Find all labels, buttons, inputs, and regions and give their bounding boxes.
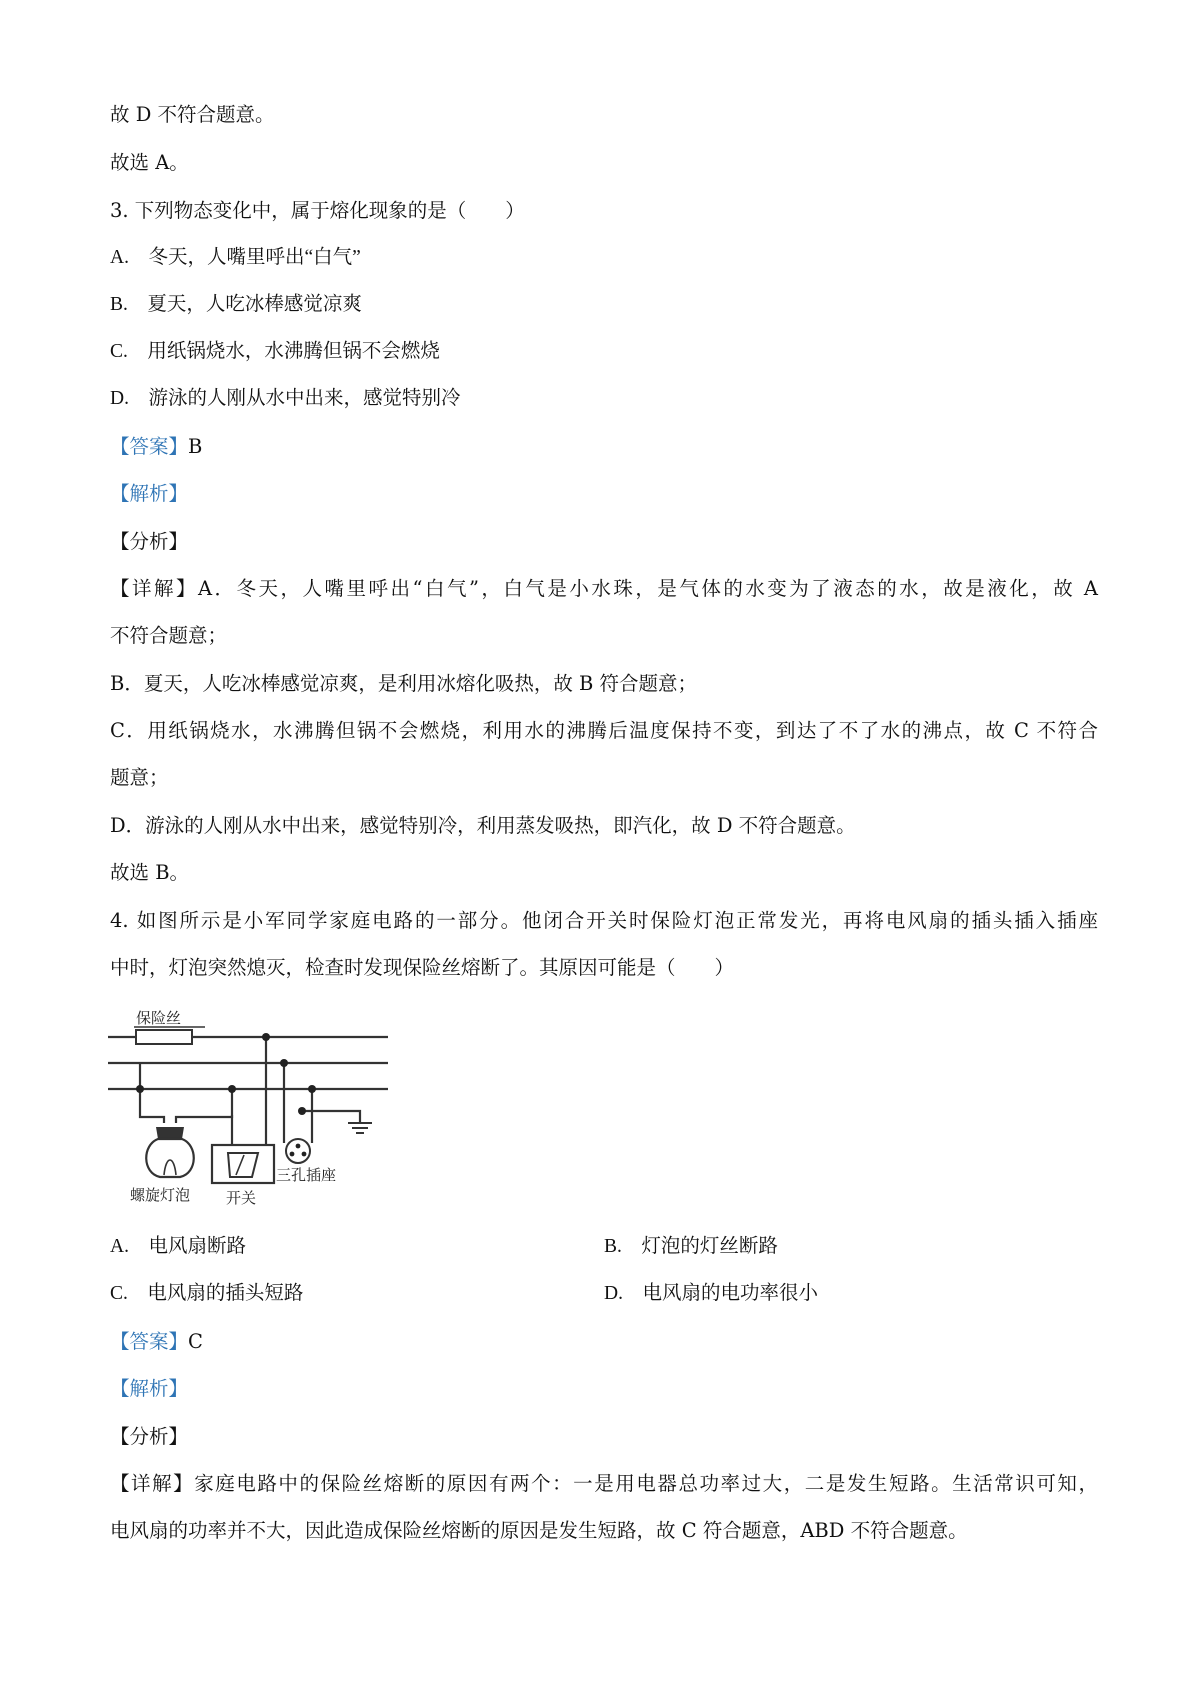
q3-detail-b: B．夏天，人吃冰棒感觉凉爽，是利用冰熔化吸热，故 B 符合题意； (110, 672, 698, 695)
q3-detail-a-text: A．冬天，人嘴里呼出“白气”，白气是小水珠，是气体的水变为了液态的水，故是液化，故 A (197, 577, 1098, 600)
q4-option-d: D. 电风扇的电功率很小 (604, 1283, 818, 1304)
q4-detail-text: 家庭电路中的保险丝熔断的原因有两个：一是用电器总功率过大，二是发生短路。生活常识可知， (194, 1472, 1098, 1495)
junction-dot (308, 1085, 316, 1093)
junction-dot (136, 1085, 144, 1093)
q4-answer (110, 1327, 203, 1357)
household-circuit-diagram (108, 1005, 408, 1205)
q4-stem-line1: 4. 如图所示是小军同学家庭电路的一部分。他闭合开关时保险灯泡正常发光，再将电风扇的插头插入插座 (110, 909, 1098, 932)
q3-detail-a-line2: 不符合题意； (110, 624, 228, 647)
bulb-label: 螺旋灯泡 (130, 1186, 191, 1204)
q4-answer-label: 【答案】 (110, 1330, 189, 1353)
q3-detail-d: D．游泳的人刚从水中出来，感觉特别冷，利用蒸发吸热，即汽化，故 D 不符合题意。 (110, 814, 856, 837)
q3-answer-value: B (188, 435, 203, 458)
junction-dot (280, 1059, 288, 1067)
junction-dot (262, 1033, 270, 1041)
socket-icon (286, 1139, 310, 1163)
q4-detail-label: 【详解】 (110, 1472, 195, 1495)
junction-dot (228, 1085, 236, 1093)
junction-dot (298, 1107, 306, 1115)
q4-jiexi-label: 【解析】 (110, 1377, 189, 1400)
q4-option-c: C. 电风扇的插头短路 (110, 1283, 304, 1304)
q3-detail-c-line1: C．用纸锅烧水，水沸腾但锅不会燃烧，利用水的沸腾后温度保持不变，到达了不了水的沸点，故 C 不符合 (110, 719, 1098, 742)
q3-answer (110, 432, 202, 462)
switch-label: 开关 (226, 1189, 257, 1205)
q4-option-b: B. 灯泡的灯丝断路 (604, 1236, 778, 1257)
q4-fenxi-label: 【分析】 (110, 1425, 189, 1448)
bulb-lead-right (176, 1089, 232, 1123)
earth-icon (348, 1123, 372, 1133)
bulb-icon (146, 1127, 194, 1177)
q4-detail-line2: 电风扇的功率并不大，因此造成保险丝熔断的原因是发生短路，故 C 符合题意，ABD 不符合题意。 (110, 1519, 968, 1542)
switch-icon (228, 1153, 258, 1177)
q3-option-d: D. 游泳的人刚从水中出来，感觉特别冷 (110, 388, 461, 409)
q3-jiexi-label: 【解析】 (110, 482, 189, 505)
q4-detail-line1 (110, 1469, 1098, 1499)
q3-answer-label: 【答案】 (110, 435, 189, 458)
q3-detail-label: 【详解】 (110, 577, 198, 600)
q4-option-a: A. 电风扇断路 (110, 1236, 246, 1257)
q3-fenxi-label: 【分析】 (110, 530, 189, 553)
earth-lead (302, 1111, 360, 1123)
q3-option-a: A. 冬天，人嘴里呼出“白气” (110, 247, 361, 268)
q3-option-c: C. 用纸锅烧水，水沸腾但锅不会燃烧 (110, 341, 440, 362)
bulb-lead-left (140, 1063, 164, 1123)
q3-stem: 3. 下列物态变化中，属于熔化现象的是（ ） (110, 199, 525, 222)
q3-conclusion: 故选 B。 (110, 861, 190, 884)
fuse-symbol (136, 1030, 192, 1044)
q3-detail-c-line2: 题意； (110, 766, 169, 789)
prev-conclusion-line: 故 D 不符合题意。 (110, 103, 275, 126)
prev-answer-line: 故选 A。 (110, 151, 189, 174)
q3-option-b: B. 夏天，人吃冰棒感觉凉爽 (110, 294, 362, 315)
q3-detail-a-line1 (110, 574, 1098, 604)
q4-answer-value: C (188, 1330, 203, 1353)
socket-label: 三孔插座 (276, 1166, 337, 1184)
q4-stem-line2: 中时，灯泡突然熄灭，检查时发现保险丝熔断了。其原因可能是（ ） (110, 956, 735, 979)
fuse-label: 保险丝 (136, 1009, 182, 1027)
